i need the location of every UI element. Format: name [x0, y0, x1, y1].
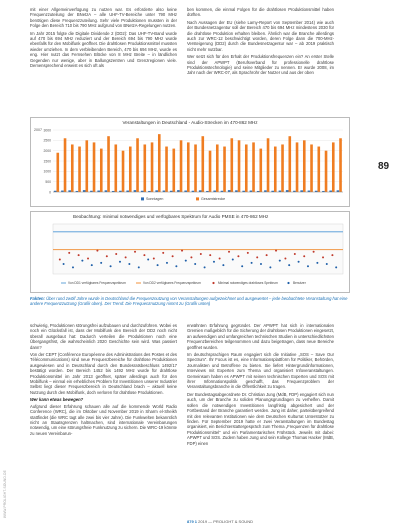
data-point-user [100, 262, 102, 264]
data-point-minimal [134, 251, 136, 253]
bar [172, 149, 175, 192]
legend-label: Von DD1 verfügbares Frequenzspektrum [68, 281, 126, 285]
bar [332, 142, 335, 192]
data-point-minimal [68, 252, 70, 254]
paragraph: Nach Aussagen der EU (siehe Lamy-Report von September 2014) wie auch der Bundesnetzagentur soll der Bereich 470 bis 694 MHz mindestens 2030 für die drahtlose Produktion erhalten bleiben. Ähnlich war die Branche allerdings auch zur WRC-12 beschwichtigt worden, deren Folge dann die 700-MHz-Versteigerung (DD2) durch die Bundesnetzagentur war – ab 2019 praktisch nicht mehr nutzbar. [187, 19, 334, 52]
data-point-minimal [237, 255, 239, 257]
bar [177, 190, 180, 192]
paragraph: ben kommen, die einmal Folgen für die drahtlosen Produktionsmittel haben dürften. [187, 7, 334, 18]
data-point-minimal [331, 254, 333, 256]
bar [107, 136, 110, 192]
data-point-user [63, 263, 65, 265]
data-point-minimal [125, 256, 127, 258]
footer-number: 879 1 [187, 519, 198, 524]
bar [143, 144, 146, 192]
bar [129, 147, 132, 192]
legend-swatch [287, 282, 289, 284]
paragraph: Von der CEPT (Conférence Européenne des Administrations des Postes et des Télécommunications) sind neue Frequenzbereiche für drahtlose Produktionen ausgewiesen und in Deutschland durch den Bundesratsbeschluss 1492/17 bestätigt worden. Der Bereich 1452 bis 1492 MHz wurde für drahtlose Produktionsmittel im Jahr 2013 geöffnet, später allerdings auch für den Mobilfunk – einmal ein erhebliches Problem für Investitionen unserer Industrie! Selbst liegt dieser Frequenzbereich in Deutschland brach – aktuell keine Nutzung durch den Mobilfunk, doch verloren für drahtlose Produktionen. [30, 352, 177, 395]
data-point-user [175, 265, 177, 267]
data-point-minimal [78, 254, 80, 256]
data-point-minimal [322, 256, 324, 258]
bar [238, 140, 241, 192]
bar [136, 138, 139, 192]
bar [223, 147, 226, 192]
bar [303, 140, 306, 192]
data-point-user [241, 265, 243, 267]
bar [201, 136, 204, 192]
data-point-minimal [284, 257, 286, 259]
data-point-user [138, 266, 140, 268]
data-point-minimal [153, 257, 155, 259]
paragraph: erwähnten Erfahrung gegründet. Der APWPT hat sich in internationalen Gremien maßgeblich für die Sicherung der drahtlosen Produktionen eingesetzt, an aufwendigen und umfangreichen technischen Studien in unterschiedlichsten Frequenzbereichen teilgenommen und dazu beigetragen, dass neue Bereiche geöffnet wurden. [187, 323, 334, 350]
bar [114, 144, 117, 192]
bar [78, 147, 81, 192]
data-point-minimal [162, 252, 164, 254]
data-point-user [110, 265, 112, 267]
bar [64, 138, 67, 192]
data-point-user [204, 266, 206, 268]
data-point-minimal [181, 250, 183, 252]
scatter-chart [31, 212, 349, 292]
bar-chart [31, 118, 349, 206]
data-point-user [128, 263, 130, 265]
bar [339, 138, 342, 192]
bar [259, 149, 262, 192]
paragraph: mit einer Allgemeinverfügung zu nutzen war. Es erforderte also keine Frequenzzuteilung der BNetzA – alle UHF-TV-Bereiche unter 790 MHz benötigen diese Frequenzzuteilung. Sehr viele Produktionen mussten in der Folge den Bereich 710 bis 790 MHz aufgrund von BNetzA-Regelungen nutzen. [30, 7, 177, 29]
data-point-minimal [143, 254, 145, 256]
data-point-user [72, 266, 74, 268]
data-point-minimal [106, 255, 108, 257]
data-point-minimal [275, 250, 277, 252]
data-point-user [298, 261, 300, 263]
section-subheading: Wer kann etwas bewegen? [30, 397, 84, 403]
bar [187, 142, 190, 192]
caption-text: Über rund zwölf Jahre wurde in Deutschland die Frequenznutzung von Veranstaltungen aufgezeichnet und ausgewertet – jede beobachtete Veranstaltung hat eine andere Frequenzzutzung (Grafik oben). Der Trend: Die Frequenznutzung nimmt zu (Grafik unten) [30, 296, 348, 307]
bottom-left-column [30, 323, 177, 438]
chart-title: Beobachtung: minimal notwendiges und verfügbares Spektrum für Audio PMSE in 470-862 MHz [73, 214, 269, 219]
data-point-minimal [313, 251, 315, 253]
paragraph: Aufgrund dieser Erfahrung schauen alle auf die kommende World Radio Conference (WRC), die im Oktober und November 2019 in Sharm el-Sheikh stattfindet (die WRC tagt alle zwei bis vier Jahre). Die Funkwelten bekanntlich nicht an Staatsgrenzen haltmachen, sind internationale Vereinbarungen notwendig, um eine störungsfreie Funknutzung zu sichern. Die WRC-19 könnte zu neuen Vereinbarun- [30, 403, 177, 436]
bar [158, 134, 161, 192]
data-point-user [288, 264, 290, 266]
y-tick-label: 2500 [43, 138, 51, 143]
data-point-user [119, 261, 121, 263]
data-point-minimal [59, 259, 61, 261]
page-number: 89 [378, 161, 390, 172]
legend-swatch [141, 197, 144, 200]
y-tick-label: 0 [49, 190, 51, 195]
bar [194, 144, 197, 192]
bar [286, 190, 289, 192]
bar [296, 142, 299, 192]
caption-lead: Fakten: [30, 296, 45, 301]
bar [180, 140, 183, 192]
figure-caption [30, 296, 348, 307]
y-tick-label: 1000 [43, 169, 51, 174]
chart-title: Veranstaltungen in Deutschland - Audio-Strecken im 470-862 MHz [122, 120, 258, 125]
data-point-minimal [200, 253, 202, 255]
data-point-user [147, 259, 149, 261]
bar [93, 142, 96, 192]
footer-text: 2019 — PROLIGHT & SOUND [198, 519, 253, 524]
paragraph: Wer setzt sich für den Erhalt der Produktionsfrequenzen ein? An erster Stelle sind der APWPT (Berufsverband für professionelle drahtlose Produktionstechnologie) und seine Mitglieder zu nennen. Er wurde 2008, im Jahr nach der WRC-07, als Sprachrohr der Nutzer und aus der oben [187, 54, 334, 76]
legend-label: Gesamtstrecke [201, 197, 226, 201]
data-point-minimal [172, 255, 174, 257]
bar [267, 138, 270, 192]
y-tick-label: 1500 [43, 159, 51, 164]
data-point-user [185, 260, 187, 262]
bar [310, 144, 313, 192]
data-point-minimal [87, 257, 89, 259]
data-point-minimal [219, 257, 221, 259]
data-point-minimal [266, 254, 268, 256]
bar [85, 140, 88, 192]
data-point-minimal [247, 252, 249, 254]
side-label-text: WWW.PROLIGHT-SOUND.DE [3, 470, 7, 518]
legend-label: Von DD2 verfügbares Frequenzspektrum [143, 281, 201, 285]
bar [100, 149, 103, 192]
year-marker-label: 2007 [34, 128, 42, 132]
data-point-user [260, 263, 262, 265]
top-left-column [30, 7, 177, 70]
data-point-minimal [294, 253, 296, 255]
data-point-user [251, 262, 253, 264]
page-footer [187, 519, 253, 524]
bar [317, 147, 320, 192]
data-point-minimal [115, 253, 117, 255]
bar [216, 144, 219, 192]
data-point-user [166, 262, 168, 264]
data-point-user [213, 261, 215, 263]
bar [230, 138, 233, 192]
bar [71, 144, 74, 192]
paragraph: Im Jahr 2015 folgte die Digitale Dividende 2 (DD2): Das UHF-TV-Band wurde auf 470 bis 694 MHz reduziert und der Bereich 694 bis 790 MHz wurde ebenfalls für den Mobilfunk geöffnet. Die drahtlosen Produktionsmittel mussten wieder umziehen. In dem verbleibenden Bereich, 470 bis 694 MHz, wurde es eng. Hier nutzt das Fernsehen Blöcke von 8 MHz Breite – in ländlichen Gegenden nur wenige, aber in Ballungszentren und Grenzregionen viele. Demensprechend erweist es sich oft als [30, 30, 177, 69]
data-point-user [194, 263, 196, 265]
paragraph: schwierig, Produktionen störungsfrei aufzubauen und durchzuführen. Wobei es noch ein Glücksfall ist, dass der Mobilfunk den Bereich der DD2 noch nicht überall ausgebaut hat: Dadurch verteilen die Produktionen noch eine Übergangsfrist, die wahrscheinlich 2020 Geschichte sein wird. Was passiert dann? [30, 323, 177, 350]
bar [209, 151, 212, 192]
data-point-user [307, 265, 309, 267]
bar [325, 151, 328, 192]
data-point-user [222, 264, 224, 266]
paragraph: Der Bundestagsabgeordnete Dr. Christian Jung (MdB, FDP) engagiert sich nun auch, um der Branche zu soliden Planungsgrundlagen zu verhelfen. Damit sollen die notwendigen Investitionen langfristig abgesichert und der Fortbestand der Branche garantiert werden. Jung ist daher, parteiübergreifend mit den relevanten Institutionen wie dem Deutschen Kulturrat Unterstützer zu finden. Für September 2019 hatte er zwei Veranstaltungen im Bundestag organisiert, ein Berichterstattergespräch zum Thema „Frequenzen für drahtlose Produktionsmittel“ und ein Parlamentarisches Frühstück. Jeweils mit dabei: APWPT und SOS. Zudem haben Jung und sein Kollege Thomas Hacker (MdB, FDP) einen [187, 391, 334, 446]
bar [83, 190, 86, 192]
bar [228, 190, 231, 192]
paragraph: Im deutschsprachigen Raum engagiert sich die Initiative „SOS – Save Our Spectrum“. Ihr Focus ist es, eine Informationsplattform für Politiker, Behörden, Journalisten und Betroffene zu bieten. Sie liefert Hintergrundinformationen, Interviews mit Experten zum Thema und organisiert Infoveranstaltungen. Gemeinsam haben es APWPT mit seinen technischen Experten und SOS mit ihrer Informationspolitik geschafft, das Frequenzproblem der Veranstaltungsbranche in die Öffentlichkeit zu tragen. [187, 352, 334, 390]
legend-label: Benutzer [293, 281, 306, 285]
legend-swatch [212, 282, 214, 284]
data-point-user [279, 260, 281, 262]
side-label [3, 378, 11, 528]
data-point-user [157, 264, 159, 266]
data-point-user [335, 266, 337, 268]
data-point-user [81, 260, 83, 262]
data-point-user [269, 266, 271, 268]
bar [122, 151, 125, 192]
legend-label: Minimal notwendiges drahtloses Spektrum [218, 281, 278, 285]
top-right-column [187, 7, 334, 78]
bottom-right-column [187, 323, 334, 448]
data-point-user [326, 263, 328, 265]
scatter-chart-panel [30, 211, 350, 293]
bar [288, 136, 291, 192]
data-point-user [316, 262, 318, 264]
data-point-user [91, 264, 93, 266]
bar [245, 144, 248, 192]
legend-swatch [196, 197, 199, 200]
data-point-minimal [228, 251, 230, 253]
data-point-user [232, 259, 234, 261]
data-point-minimal [256, 256, 258, 258]
bar [274, 147, 277, 192]
bar [165, 147, 168, 192]
bar [151, 142, 154, 192]
legend-label: Sonntagen [146, 197, 164, 201]
y-tick-label: 3000 [43, 128, 51, 133]
data-point-minimal [303, 255, 305, 257]
y-tick-label: 2000 [43, 148, 51, 153]
bar [281, 144, 284, 192]
bar-chart-panel [30, 117, 350, 207]
bar [56, 153, 59, 192]
y-tick-label: 500 [45, 179, 51, 184]
data-point-minimal [96, 250, 98, 252]
data-point-minimal [209, 254, 211, 256]
bar [134, 190, 137, 192]
bar [252, 142, 255, 192]
data-point-minimal [190, 256, 192, 258]
